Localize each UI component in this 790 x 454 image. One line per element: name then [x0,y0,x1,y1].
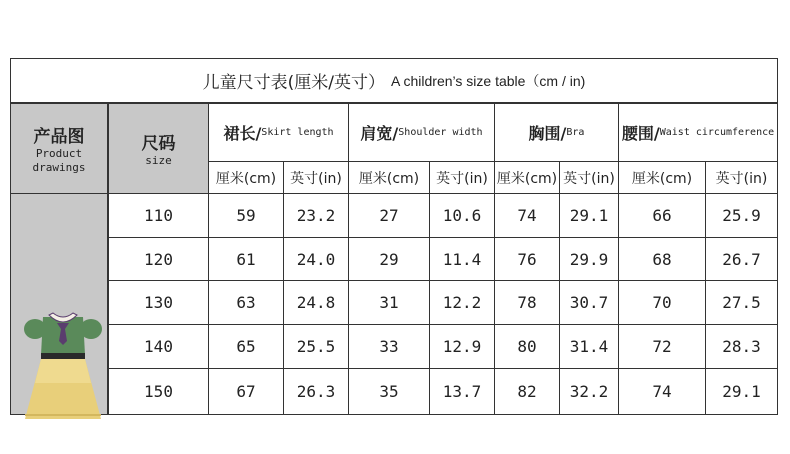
waist-header-en: Waist circumference [659,127,775,138]
cell-waist-in: 25.9 [722,206,761,225]
cell-skirt-in: 25.5 [296,337,336,356]
waist-header-zh: 腰围/ [621,124,660,143]
cell-waist-in: 28.3 [722,337,761,356]
cell-waist-in: 29.1 [722,382,761,401]
cell-skirt-cm: 65 [236,337,256,356]
cell-waist-cm: 74 [652,382,672,401]
table-title [11,59,777,103]
cell-size: 110 [144,206,173,225]
cell-size: 120 [144,249,173,269]
cell-skirt-in: 24.0 [296,249,336,269]
cell-shoulder-cm: 27 [379,206,399,225]
cell-skirt-cm: 67 [236,382,256,401]
size-table [10,58,778,415]
cell-skirt-cm: 63 [236,293,256,312]
cell-waist-cm: 68 [652,249,672,269]
skirt-length-header [209,104,348,161]
product-header-en-2: drawings [32,161,86,174]
cell-shoulder-in: 13.7 [442,382,482,401]
skirt-header-zh: 裙长/ [223,124,262,143]
cell-shoulder-in: 12.9 [442,337,482,356]
cell-bust-cm: 76 [517,249,537,269]
bust-header-zh: 胸围/ [528,124,567,143]
cell-shoulder-cm: 33 [379,337,399,356]
size-header-zh: 尺码 [141,134,176,154]
cell-shoulder-cm: 29 [379,249,399,269]
cell-shoulder-in: 12.2 [442,293,482,312]
waist-header [619,104,777,161]
cell-waist-cm: 66 [652,206,672,225]
product-header-en-1: Product [35,147,83,160]
cell-waist-cm: 72 [652,337,672,356]
title-en: A children’s size table（cm / in) [391,72,586,89]
cell-shoulder-cm: 31 [379,293,399,312]
cell-skirt-cm: 61 [236,249,256,269]
size-header-en: size [145,154,172,167]
waist-cm-unit: 厘米(cm) [631,170,693,187]
cell-bust-in: 32.2 [569,382,609,401]
product-header [11,104,108,193]
dress-product-image [19,307,107,427]
bust-header [495,104,618,161]
size-header [109,104,208,193]
skirt-header-en: Skirt length [261,127,334,138]
shoulder-width-header [349,104,494,161]
cell-size: 130 [144,293,173,312]
cell-skirt-in: 23.2 [296,206,336,225]
cell-shoulder-in: 10.6 [442,206,482,225]
skirt-in-unit: 英寸(in) [290,170,342,187]
cell-bust-in: 30.7 [569,293,609,312]
cell-skirt-in: 26.3 [296,382,336,401]
bust-header-en: Bra [566,127,585,138]
bust-cm-unit: 厘米(cm) [496,170,558,187]
skirt-cm-unit: 厘米(cm) [215,170,277,187]
cell-bust-cm: 82 [517,382,537,401]
cell-bust-cm: 80 [517,337,537,356]
cell-bust-cm: 74 [517,206,537,225]
bust-in-unit: 英寸(in) [563,170,615,187]
cell-skirt-in: 24.8 [296,293,336,312]
shoulder-header-zh: 肩宽/ [360,124,399,143]
cell-shoulder-in: 11.4 [442,249,482,269]
cell-bust-in: 29.9 [569,249,609,269]
cell-shoulder-cm: 35 [379,382,399,401]
shoulder-in-unit: 英寸(in) [436,170,488,187]
cell-waist-cm: 70 [652,293,672,312]
cell-size: 140 [144,337,173,356]
shoulder-header-en: Shoulder width [398,127,483,138]
cell-bust-in: 31.4 [569,337,609,356]
cell-waist-in: 26.7 [722,249,761,269]
title-zh: 儿童尺寸表(厘米/英寸） [202,73,386,93]
cell-bust-cm: 78 [517,293,537,312]
product-header-zh: 产品图 [33,127,85,147]
cell-bust-in: 29.1 [569,206,609,225]
cell-waist-in: 27.5 [722,293,761,312]
cell-skirt-cm: 59 [236,206,256,225]
cell-size: 150 [144,382,173,401]
shoulder-cm-unit: 厘米(cm) [358,170,420,187]
waist-in-unit: 英寸(in) [715,170,768,187]
